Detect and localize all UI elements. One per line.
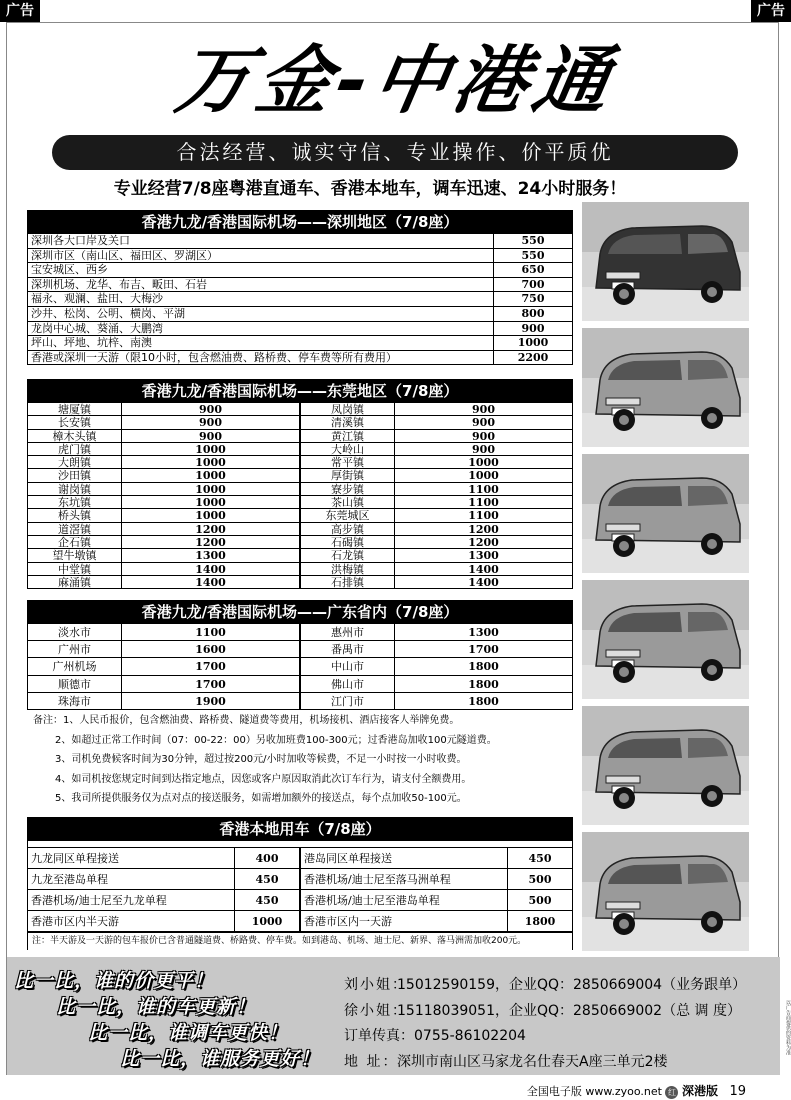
price-value: 1700 <box>195 677 226 691</box>
destination-name: 凤岗镇 <box>301 403 395 415</box>
shenzhen-price-table <box>27 210 573 365</box>
contact-list <box>344 973 746 1075</box>
table-row <box>301 576 572 589</box>
destination-name: 九龙至港岛单程 <box>28 869 235 889</box>
table-row <box>28 563 299 576</box>
table-row <box>28 576 299 589</box>
price-value: 450 <box>528 852 552 865</box>
price-value: 800 <box>521 306 545 320</box>
hk-local-left-column <box>28 848 299 932</box>
destination-name: 龙岗中心城、葵涌、大鹏湾 <box>28 322 494 336</box>
price-value: 1400 <box>195 562 226 576</box>
price-value: 500 <box>528 873 552 886</box>
van-photo <box>582 832 749 951</box>
destination-name: 沙井、松岗、公明、横岗、平湖 <box>28 307 494 321</box>
table-row <box>28 263 572 278</box>
price-value: 700 <box>521 277 545 291</box>
table-row <box>28 249 572 264</box>
price-value: 650 <box>521 263 545 277</box>
price-value: 450 <box>255 894 279 907</box>
destination-name: 虎门镇 <box>28 443 122 455</box>
destination-name: 深圳市区（南山区、福田区、罗湖区） <box>28 249 494 263</box>
van-photo <box>582 328 749 447</box>
table-row <box>301 483 572 496</box>
destination-name: 香港市区内半天游 <box>28 911 235 931</box>
contact-line <box>344 973 746 999</box>
destination-name: 广州机场 <box>28 658 122 674</box>
hk-local-table-title: 香港本地用车（7/8座） <box>28 817 572 841</box>
table-row <box>28 456 299 469</box>
destination-name: 江门市 <box>301 693 395 709</box>
destination-name: 道滘镇 <box>28 523 122 535</box>
table-row <box>28 469 299 482</box>
price-value: 1000 <box>195 496 226 510</box>
table-row <box>301 456 572 469</box>
price-value: 1400 <box>195 575 226 589</box>
price-value: 500 <box>528 894 552 907</box>
price-value: 900 <box>199 416 222 430</box>
destination-name: 高步镇 <box>301 523 395 535</box>
remark-line: 5、我司所提供服务仅为点对点的接送服务，如需增加额外的接送点，每个点加收50-100元。 <box>55 793 467 804</box>
table-row <box>301 536 572 549</box>
contact-value: 深圳市南山区马家龙名仕春天A座三单元2楼 <box>397 1053 668 1070</box>
table-row <box>301 430 572 443</box>
contact-label: 地 址： <box>344 1053 399 1070</box>
price-value: 2200 <box>517 350 549 364</box>
price-value: 1000 <box>517 336 549 350</box>
compare-slogan-3: 比一比，谁调车更快！ <box>88 1022 289 1044</box>
table-row <box>301 641 572 658</box>
hk-local-price-table <box>27 817 573 950</box>
table-row <box>301 890 572 911</box>
destination-name: 黄江镇 <box>301 430 395 442</box>
price-value: 1300 <box>468 626 499 639</box>
destination-name: 东莞城区 <box>301 509 395 521</box>
destination-name: 石排镇 <box>301 576 395 588</box>
destination-name: 珠海市 <box>28 693 122 709</box>
table-row <box>301 676 572 693</box>
destination-name: 中堂镇 <box>28 563 122 575</box>
ad-tag-right: 广告 <box>751 0 791 22</box>
destination-name: 厚街镇 <box>301 469 395 481</box>
table-row <box>301 496 572 509</box>
van-photo <box>582 706 749 825</box>
price-value: 1800 <box>468 660 499 674</box>
price-value: 1700 <box>195 660 226 674</box>
destination-name: 香港市区内一天游 <box>301 911 508 931</box>
destination-name: 麻涌镇 <box>28 576 122 588</box>
price-value: 1000 <box>468 456 499 470</box>
destination-name: 大岭山 <box>301 443 395 455</box>
table-row <box>301 869 572 890</box>
destination-name: 佛山市 <box>301 676 395 692</box>
contact-line <box>344 1050 746 1076</box>
price-value: 1000 <box>468 469 499 483</box>
destination-name: 港岛同区单程接送 <box>301 848 508 868</box>
destination-name: 深圳各大口岸及关口 <box>28 234 494 248</box>
table-row <box>28 509 299 522</box>
price-value: 1000 <box>251 915 283 928</box>
remark-line: 3、司机免费候客时间为30分钟，超过按200元/小时加收等候费，不足一小时按一小时收费。 <box>55 754 467 765</box>
hk-local-note: 注：半天游及一天游的包车报价已含普通隧道费、桥路费、停车费。如到港岛、机场、迪士尼、新界、落马洲需加收200元。 <box>28 932 572 950</box>
price-value: 1100 <box>195 626 226 639</box>
destination-name: 茶山镇 <box>301 496 395 508</box>
table-row <box>28 536 299 549</box>
table-row <box>28 676 299 693</box>
contact-label: 订单传真： <box>344 1028 414 1045</box>
remarks <box>27 711 573 809</box>
price-value: 750 <box>521 292 545 306</box>
price-value: 450 <box>255 873 279 886</box>
table-row <box>28 890 299 911</box>
table-row <box>28 322 572 337</box>
table-row <box>301 563 572 576</box>
destination-name: 香港机场/迪士尼至九龙单程 <box>28 890 235 910</box>
price-value: 900 <box>521 321 545 335</box>
contact-value: 15012590159，企业QQ：2850669004（业务跟单） <box>397 977 747 993</box>
table-row <box>28 869 299 890</box>
table-row <box>28 911 299 932</box>
destination-name: 谢岗镇 <box>28 483 122 495</box>
table-row <box>28 549 299 562</box>
destination-name: 清溪镇 <box>301 416 395 428</box>
table-row <box>28 483 299 496</box>
price-value: 1700 <box>468 643 499 657</box>
dongguan-left-column <box>28 403 299 589</box>
destination-name: 深圳机场、龙华、布吉、畈田、石岩 <box>28 278 494 292</box>
destination-name: 福永、观澜、盐田、大梅沙 <box>28 292 494 306</box>
table-row <box>301 693 572 710</box>
table-row <box>28 307 572 322</box>
price-value: 550 <box>521 248 545 262</box>
brand-logo: 万金-中港通 <box>169 38 622 124</box>
table-row <box>301 523 572 536</box>
destination-name: 宝安城区、西乡 <box>28 263 494 277</box>
price-value: 1200 <box>195 535 226 549</box>
table-row <box>28 416 299 429</box>
destination-name: 寮步镇 <box>301 483 395 495</box>
table-row <box>28 292 572 307</box>
price-value: 1400 <box>468 575 499 589</box>
guangdong-price-table <box>27 600 573 710</box>
price-value: 1200 <box>195 522 226 536</box>
price-value: 1400 <box>468 562 499 576</box>
price-value: 900 <box>472 429 495 443</box>
destination-name: 大朗镇 <box>28 456 122 468</box>
table-row <box>28 641 299 658</box>
destination-name: 中山市 <box>301 658 395 674</box>
destination-name: 惠州市 <box>301 624 395 640</box>
table-row <box>28 403 299 416</box>
destination-name: 桥头镇 <box>28 509 122 521</box>
contact-label: 徐小姐： <box>344 1002 408 1019</box>
table-row <box>301 509 572 522</box>
table-row <box>28 336 572 351</box>
destination-name: 坪山、坪地、坑梓、南澳 <box>28 336 494 350</box>
table-row <box>301 848 572 869</box>
price-value: 1200 <box>468 535 499 549</box>
destination-name: 长安镇 <box>28 416 122 428</box>
table-row <box>28 848 299 869</box>
price-value: 1000 <box>195 456 226 470</box>
compare-slogan-2: 比一比，谁的车更新！ <box>56 996 257 1018</box>
slogan-band: 合法经营、诚实守信、专业操作、价平质优 <box>52 135 738 170</box>
contact-value: 15118039051，企业QQ：2850669002（总 调 度） <box>397 1002 741 1019</box>
contact-line <box>344 999 746 1025</box>
table-row <box>28 443 299 456</box>
edition-badge: 红 <box>665 1086 678 1099</box>
remark-line: 4、如司机按您规定时间到达指定地点，因您或客户原因取消此次订车行为，请支付全额费用。 <box>55 773 472 785</box>
table-row <box>28 351 572 366</box>
destination-name: 樟木头镇 <box>28 430 122 442</box>
van-photo <box>582 454 749 573</box>
destination-name: 广州市 <box>28 641 122 657</box>
contact-line <box>344 1024 746 1050</box>
destination-name: 石龙镇 <box>301 549 395 561</box>
price-value: 1300 <box>468 549 499 563</box>
van-photo <box>582 580 749 699</box>
footer-edition: 深港版 <box>681 1084 718 1098</box>
price-value: 1800 <box>468 677 499 691</box>
destination-name: 望牛墩镇 <box>28 549 122 561</box>
destination-name: 香港机场/迪士尼至港岛单程 <box>301 890 508 910</box>
price-value: 900 <box>472 416 495 430</box>
table-row <box>301 443 572 456</box>
destination-name: 洪梅镇 <box>301 563 395 575</box>
price-value: 1100 <box>468 509 499 523</box>
price-value: 1600 <box>195 643 226 657</box>
table-row <box>301 658 572 675</box>
price-value: 1800 <box>524 915 556 928</box>
destination-name: 企石镇 <box>28 536 122 548</box>
contact-value: 0755-86102204 <box>414 1028 526 1045</box>
contact-label: 刘小姐： <box>344 977 408 993</box>
price-value: 900 <box>199 429 222 443</box>
ad-tag-left: 广告 <box>0 0 40 22</box>
page-footer <box>527 1084 746 1099</box>
destination-name: 塘厦镇 <box>28 403 122 415</box>
destination-name: 沙田镇 <box>28 469 122 481</box>
price-value: 1200 <box>468 522 499 536</box>
price-value: 1000 <box>195 442 226 456</box>
destination-name: 石碣镇 <box>301 536 395 548</box>
service-subtitle: 专业经营7/8座粤港直通车、香港本地车，调车迅速、24小时服务！ <box>113 179 627 199</box>
price-value: 400 <box>255 852 279 865</box>
table-row <box>28 624 299 641</box>
table-row <box>301 416 572 429</box>
dongguan-right-column <box>299 403 572 589</box>
table-row <box>28 523 299 536</box>
side-disclaimer: 以广告商提供的资料为准 <box>785 1000 791 1055</box>
van-photo <box>582 202 749 321</box>
price-value: 1000 <box>195 469 226 483</box>
table-row <box>28 658 299 675</box>
destination-name: 九龙同区单程接送 <box>28 848 235 868</box>
guangdong-left-column <box>28 624 299 710</box>
table-row <box>28 234 572 249</box>
price-value: 1000 <box>195 482 226 496</box>
table-row <box>301 549 572 562</box>
guangdong-table-title: 香港九龙/香港国际机场——广东省内（7/8座） <box>28 600 572 624</box>
table-row <box>301 911 572 932</box>
price-value: 1800 <box>468 694 499 708</box>
price-value: 1100 <box>468 482 499 496</box>
destination-name: 东坑镇 <box>28 496 122 508</box>
table-row <box>28 496 299 509</box>
hk-local-right-column <box>299 848 572 932</box>
price-value: 900 <box>472 403 495 416</box>
guangdong-right-column <box>299 624 572 710</box>
table-row <box>301 469 572 482</box>
destination-name: 常平镇 <box>301 456 395 468</box>
destination-name: 淡水市 <box>28 624 122 640</box>
table-row <box>28 278 572 293</box>
price-value: 1300 <box>195 549 226 563</box>
page-number: 19 <box>729 1084 746 1099</box>
table-row <box>28 693 299 710</box>
price-value: 1100 <box>468 496 499 510</box>
dongguan-price-table <box>27 379 573 589</box>
footer-site: 全国电子版 www.zyoo.net <box>526 1085 662 1098</box>
price-value: 1000 <box>195 509 226 523</box>
destination-name: 香港或深圳一天游（限10小时，包含燃油费、路桥费、停车费等所有费用） <box>28 351 494 365</box>
table-row <box>28 430 299 443</box>
compare-slogan-1: 比一比，谁的价更平！ <box>14 970 215 992</box>
table-row <box>301 403 572 416</box>
vehicle-photos <box>582 202 749 958</box>
destination-name: 番禺市 <box>301 641 395 657</box>
dongguan-table-title: 香港九龙/香港国际机场——东莞地区（7/8座） <box>28 379 572 403</box>
table-row <box>301 624 572 641</box>
price-value: 550 <box>521 234 545 247</box>
price-value: 1900 <box>195 694 226 708</box>
destination-name: 顺德市 <box>28 676 122 692</box>
destination-name: 香港机场/迪士尼至落马洲单程 <box>301 869 508 889</box>
price-value: 900 <box>472 442 495 456</box>
compare-slogan-4: 比一比，谁服务更好！ <box>120 1048 321 1070</box>
remark-line: 2、如超过正常工作时间（07：00-22：00）另收加班费100-300元；过香港岛加收100元隧道费。 <box>55 734 497 746</box>
price-value: 900 <box>199 403 222 416</box>
remark-line: 备注：1、人民币报价，包含燃油费、路桥费、隧道费等费用，机场接机、酒店接客人举牌免费。 <box>33 715 460 726</box>
shenzhen-table-title: 香港九龙/香港国际机场——深圳地区（7/8座） <box>28 210 572 234</box>
